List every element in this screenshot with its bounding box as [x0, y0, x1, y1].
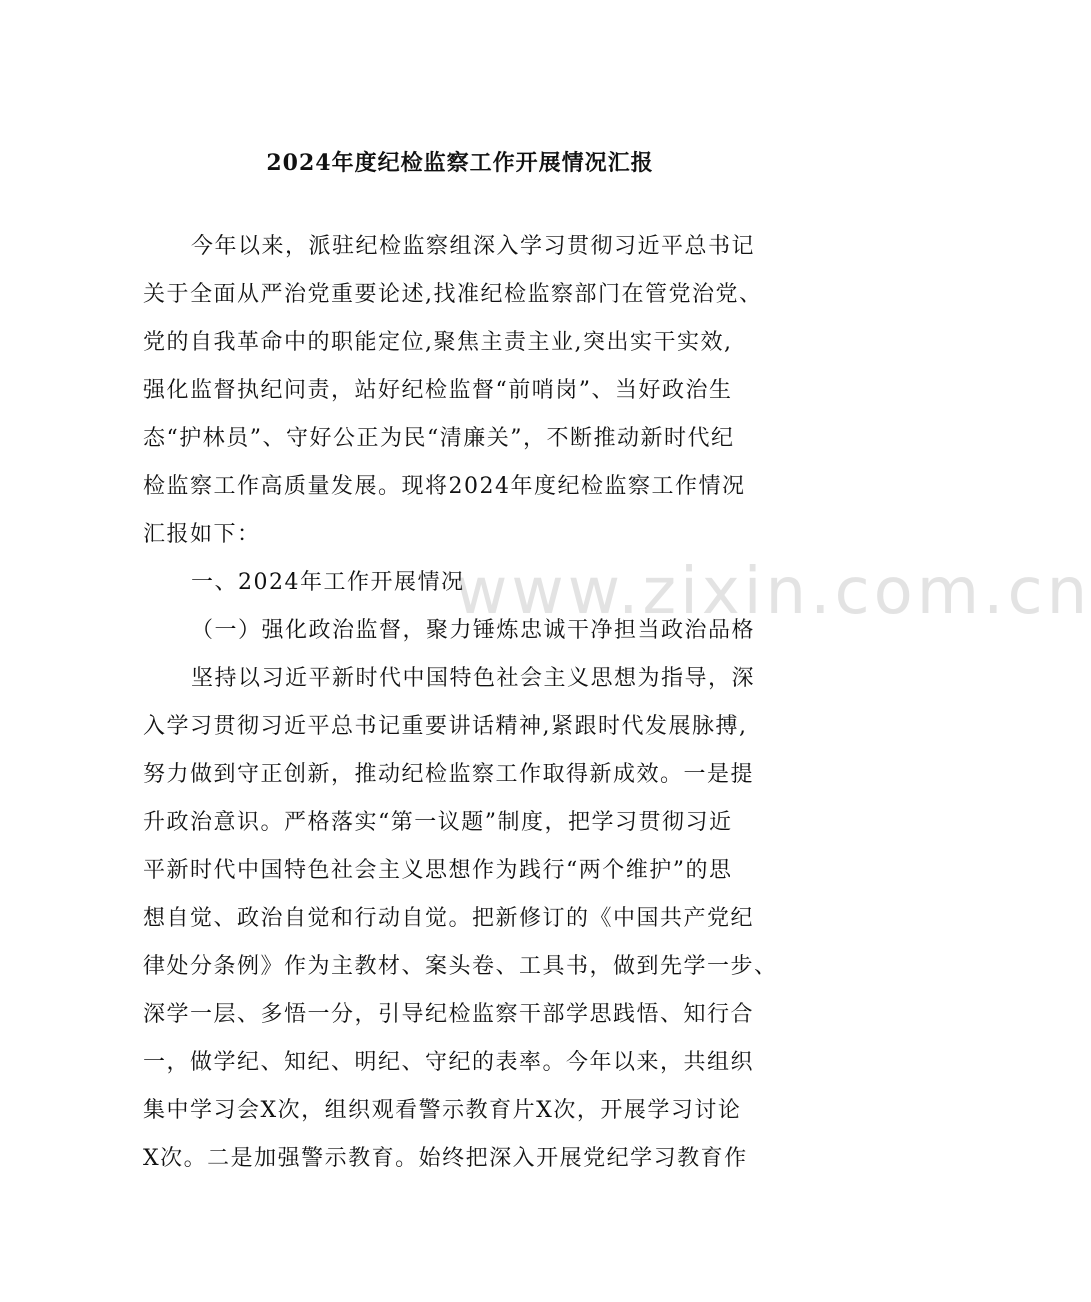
document-title: 2024年度纪检监察工作开展情况汇报 — [266, 150, 654, 176]
paragraph-line: 汇报如下： — [143, 522, 261, 547]
paragraph-line: 平新时代中国特色社会主义思想作为践行“两个维护”的思 — [143, 858, 733, 883]
paragraph-line: X次。二是加强警示教育。始终把深入开展党纪学习教育作 — [143, 1146, 748, 1171]
paragraph-line: 想自觉、政治自觉和行动自觉。把新修订的《中国共产党纪 — [143, 906, 755, 931]
paragraph-line: 一，做学纪、知纪、明纪、守纪的表率。今年以来，共组织 — [143, 1050, 755, 1075]
paragraph-line: 坚持以习近平新时代中国特色社会主义思想为指导，深 — [191, 666, 756, 691]
subsection-heading: （一）强化政治监督，聚力锤炼忠诚干净担当政治品格 — [191, 618, 756, 643]
section-heading: 一、2024年工作开展情况 — [191, 570, 465, 595]
paragraph-line: 态“护林员”、守好公正为民“清廉关”，不断推动新时代纪 — [143, 426, 735, 451]
paragraph-line: 关于全面从严治党重要论述,找准纪检监察部门在管党治党、 — [143, 282, 763, 307]
paragraph-line: 强化监督执纪问责，站好纪检监督“前哨岗”、当好政治生 — [143, 378, 733, 403]
paragraph-line: 检监察工作高质量发展。现将2024年度纪检监察工作情况 — [143, 474, 746, 499]
paragraph-line: 今年以来，派驻纪检监察组深入学习贯彻习近平总书记 — [191, 234, 756, 259]
paragraph-line: 升政治意识。严格落实“第一议题”制度，把学习贯彻习近 — [143, 810, 733, 835]
paragraph-line: 努力做到守正创新，推动纪检监察工作取得新成效。一是提 — [143, 762, 755, 787]
paragraph-line: 深学一层、多悟一分，引导纪检监察干部学思践悟、知行合 — [143, 1002, 755, 1027]
paragraph-line: 入学习贯彻习近平总书记重要讲话精神,紧跟时代发展脉搏, — [143, 714, 748, 739]
paragraph-line: 党的自我革命中的职能定位,聚焦主责主业,突出实干实效, — [143, 330, 733, 355]
paragraph-line: 律处分条例》作为主教材、案头卷、工具书，做到先学一步、 — [143, 954, 778, 979]
watermark: www.zixin.com.cn — [455, 555, 1091, 629]
paragraph-line: 集中学习会X次，组织观看警示教育片X次，开展学习讨论 — [143, 1098, 742, 1123]
